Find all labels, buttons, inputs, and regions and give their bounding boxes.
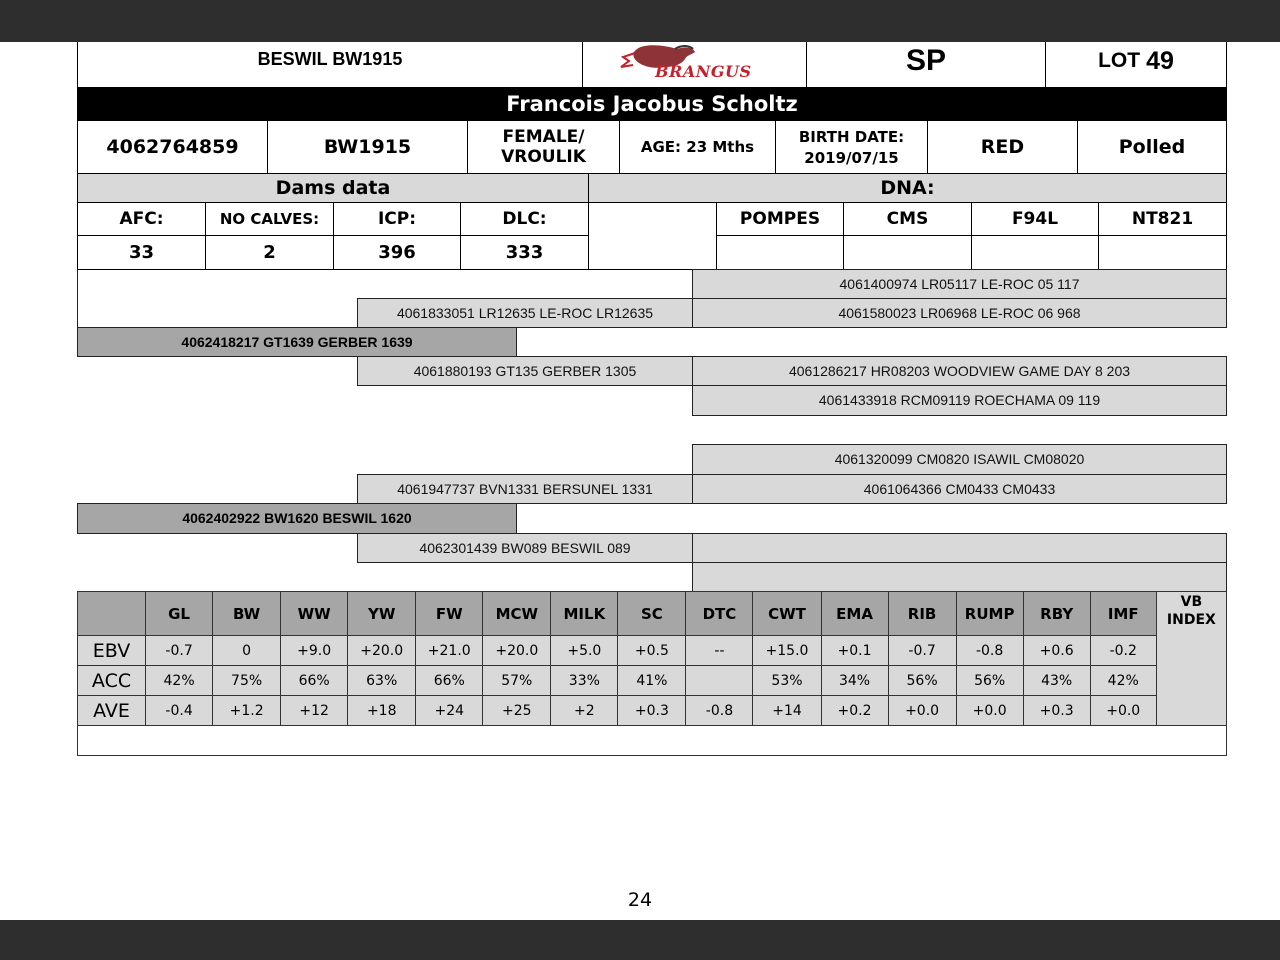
dams-header-calves: NO CALVES: <box>206 203 334 236</box>
ebv-col-header: RBY <box>1023 592 1090 636</box>
vb-index-label-2: INDEX <box>1166 611 1216 628</box>
pedigree-dam-dam: 4062301439 BW089 BESWIL 089 <box>357 533 693 563</box>
dna-title: DNA: <box>589 174 1226 203</box>
dams-value-dlc: 333 <box>461 236 589 269</box>
dna-value-cms <box>844 236 972 269</box>
ebv-cell: -0.7 <box>888 636 956 666</box>
sex-label: FEMALE/ VROULIK <box>468 121 620 173</box>
ebv-cell: +5.0 <box>551 636 618 666</box>
reg-number: 4062764859 <box>78 121 268 173</box>
ebv-col-header: MILK <box>551 592 618 636</box>
ebv-cell: -- <box>686 636 753 666</box>
ave-cell: +0.0 <box>956 696 1023 726</box>
pedigree-dsd: 4061064366 CM0433 CM0433 <box>692 474 1227 504</box>
ebv-cell: +20.0 <box>348 636 416 666</box>
page-number: 24 <box>627 888 653 911</box>
ebv-row-label: EBV <box>78 636 146 666</box>
birth-date-value: 2019/07/15 <box>804 148 899 167</box>
ebv-col-header: IMF <box>1090 592 1156 636</box>
owner-band: Francois Jacobus Scholtz <box>77 88 1227 121</box>
dams-value-afc: 33 <box>78 236 206 269</box>
ebv-cell: +0.6 <box>1023 636 1090 666</box>
ebv-col-header: RUMP <box>956 592 1023 636</box>
dna-header-nt821: NT821 <box>1099 203 1226 236</box>
acc-cell: 57% <box>483 666 551 696</box>
acc-cell: 42% <box>1090 666 1156 696</box>
animal-name: BESWIL BW1915 <box>78 42 583 88</box>
ebv-cell: +20.0 <box>483 636 551 666</box>
birth-date-label: BIRTH DATE: <box>798 127 905 146</box>
ebv-corner-cell <box>78 592 146 636</box>
ebv-col-header: DTC <box>686 592 753 636</box>
acc-cell: 34% <box>821 666 888 696</box>
ebv-col-header: EMA <box>821 592 888 636</box>
dams-title: Dams data <box>78 174 589 203</box>
pedigree-ddd <box>692 562 1227 592</box>
vb-index-cell <box>1156 592 1226 726</box>
ebv-col-header: BW <box>213 592 281 636</box>
dams-header-afc: AFC: <box>78 203 206 236</box>
acc-cell: 66% <box>416 666 483 696</box>
birth-date <box>776 121 928 173</box>
dams-value-calves: 2 <box>206 236 334 269</box>
ebv-cell: 0 <box>213 636 281 666</box>
ave-cell: +1.2 <box>213 696 281 726</box>
pedigree-sire-dam: 4061880193 GT135 GERBER 1305 <box>357 356 693 386</box>
dna-header-f94l: F94L <box>972 203 1099 236</box>
ebv-cell: -0.2 <box>1090 636 1156 666</box>
dna-header-cms: CMS <box>844 203 972 236</box>
acc-row-label: ACC <box>78 666 146 696</box>
ave-cell: +0.0 <box>888 696 956 726</box>
ebv-table <box>77 591 1227 756</box>
ebv-cell: +9.0 <box>281 636 348 666</box>
acc-cell: 56% <box>888 666 956 696</box>
pedigree-sire-sire: 4061833051 LR12635 LE-ROC LR12635 <box>357 298 693 328</box>
dna-header-pompes: POMPES <box>717 203 844 236</box>
dna-value-pompes <box>717 236 844 269</box>
acc-cell: 42% <box>146 666 213 696</box>
ebv-header-row <box>78 592 1227 636</box>
ebv-col-header: GL <box>146 592 213 636</box>
ave-row-label: AVE <box>78 696 146 726</box>
ave-cell: +0.3 <box>1023 696 1090 726</box>
viewer-bottom-bar <box>0 920 1280 960</box>
ebv-col-header: RIB <box>888 592 956 636</box>
ave-cell: +14 <box>753 696 821 726</box>
dna-value-f94l <box>972 236 1099 269</box>
acc-cell: 63% <box>348 666 416 696</box>
acc-cell: 75% <box>213 666 281 696</box>
acc-cell: 41% <box>618 666 686 696</box>
ebv-col-header: WW <box>281 592 348 636</box>
ebv-cell: +0.1 <box>821 636 888 666</box>
horn-status: Polled <box>1118 135 1186 158</box>
dams-dna-block <box>77 174 1227 270</box>
info-row <box>77 121 1227 174</box>
acc-cell: 33% <box>551 666 618 696</box>
pedigree-sds: 4061286217 HR08203 WOODVIEW GAME DAY 8 203 <box>692 356 1227 386</box>
ebv-cell: +0.5 <box>618 636 686 666</box>
dams-value-icp: 396 <box>334 236 461 269</box>
tag-number: BW1915 <box>268 121 468 173</box>
pedigree-border-left <box>77 270 78 328</box>
lot-number: 49 <box>1146 47 1174 75</box>
ebv-col-header: YW <box>348 592 416 636</box>
acc-cell <box>686 666 753 696</box>
ave-cell: -0.4 <box>146 696 213 726</box>
vb-index-label-1: VB <box>1180 594 1203 610</box>
pedigree-sss: 4061400974 LR05117 LE-ROC 05 117 <box>692 269 1227 299</box>
ebv-cell: -0.8 <box>956 636 1023 666</box>
acc-cell: 66% <box>281 666 348 696</box>
ave-cell: +25 <box>483 696 551 726</box>
ave-cell: +0.0 <box>1090 696 1156 726</box>
pedigree-sdd: 4061433918 RCM09119 ROECHAMA 09 119 <box>692 385 1227 416</box>
ave-cell: +0.3 <box>618 696 686 726</box>
ave-cell: +12 <box>281 696 348 726</box>
ave-cell: +18 <box>348 696 416 726</box>
ave-cell: +2 <box>551 696 618 726</box>
ave-cell: +24 <box>416 696 483 726</box>
viewer-top-bar <box>0 0 1280 42</box>
acc-cell: 43% <box>1023 666 1090 696</box>
ebv-col-header: CWT <box>753 592 821 636</box>
ebv-col-header: SC <box>618 592 686 636</box>
lot-label <box>1046 42 1226 88</box>
dna-blank-cell <box>589 203 717 269</box>
brangus-logo-text: BRANGUS <box>655 62 752 81</box>
acc-row <box>78 666 1227 696</box>
ave-row <box>78 696 1227 726</box>
acc-cell: 53% <box>753 666 821 696</box>
pedigree-dam-sire: 4061947737 BVN1331 BERSUNEL 1331 <box>357 474 693 504</box>
ebv-cell: -0.7 <box>146 636 213 666</box>
pedigree-dds <box>692 533 1227 563</box>
dna-value-nt821 <box>1099 236 1226 269</box>
lot-text: LOT <box>1098 49 1141 73</box>
ebv-col-header: MCW <box>483 592 551 636</box>
pedigree-dss: 4061320099 CM0820 ISAWIL CM08020 <box>692 444 1227 475</box>
ebv-col-header: FW <box>416 592 483 636</box>
ebv-cell: +15.0 <box>753 636 821 666</box>
ebv-empty-row <box>78 726 1227 756</box>
ave-cell: +0.2 <box>821 696 888 726</box>
ebv-empty-cell <box>78 726 1227 756</box>
ebv-row <box>78 636 1227 666</box>
age-label: AGE: 23 Mths <box>620 121 776 173</box>
color-label: RED <box>928 121 1078 173</box>
pedigree-sire: 4062418217 GT1639 GERBER 1639 <box>77 327 517 357</box>
dams-header-dlc: DLC: <box>461 203 589 236</box>
acc-cell: 56% <box>956 666 1023 696</box>
grade-label: SP <box>807 42 1046 88</box>
dams-header-icp: ICP: <box>334 203 461 236</box>
pedigree-dam: 4062402922 BW1620 BESWIL 1620 <box>77 503 517 534</box>
brangus-logo <box>583 42 807 88</box>
header-row <box>77 42 1227 88</box>
pedigree-ssd: 4061580023 LR06968 LE-ROC 06 968 <box>692 298 1227 328</box>
ave-cell: -0.8 <box>686 696 753 726</box>
ebv-cell: +21.0 <box>416 636 483 666</box>
